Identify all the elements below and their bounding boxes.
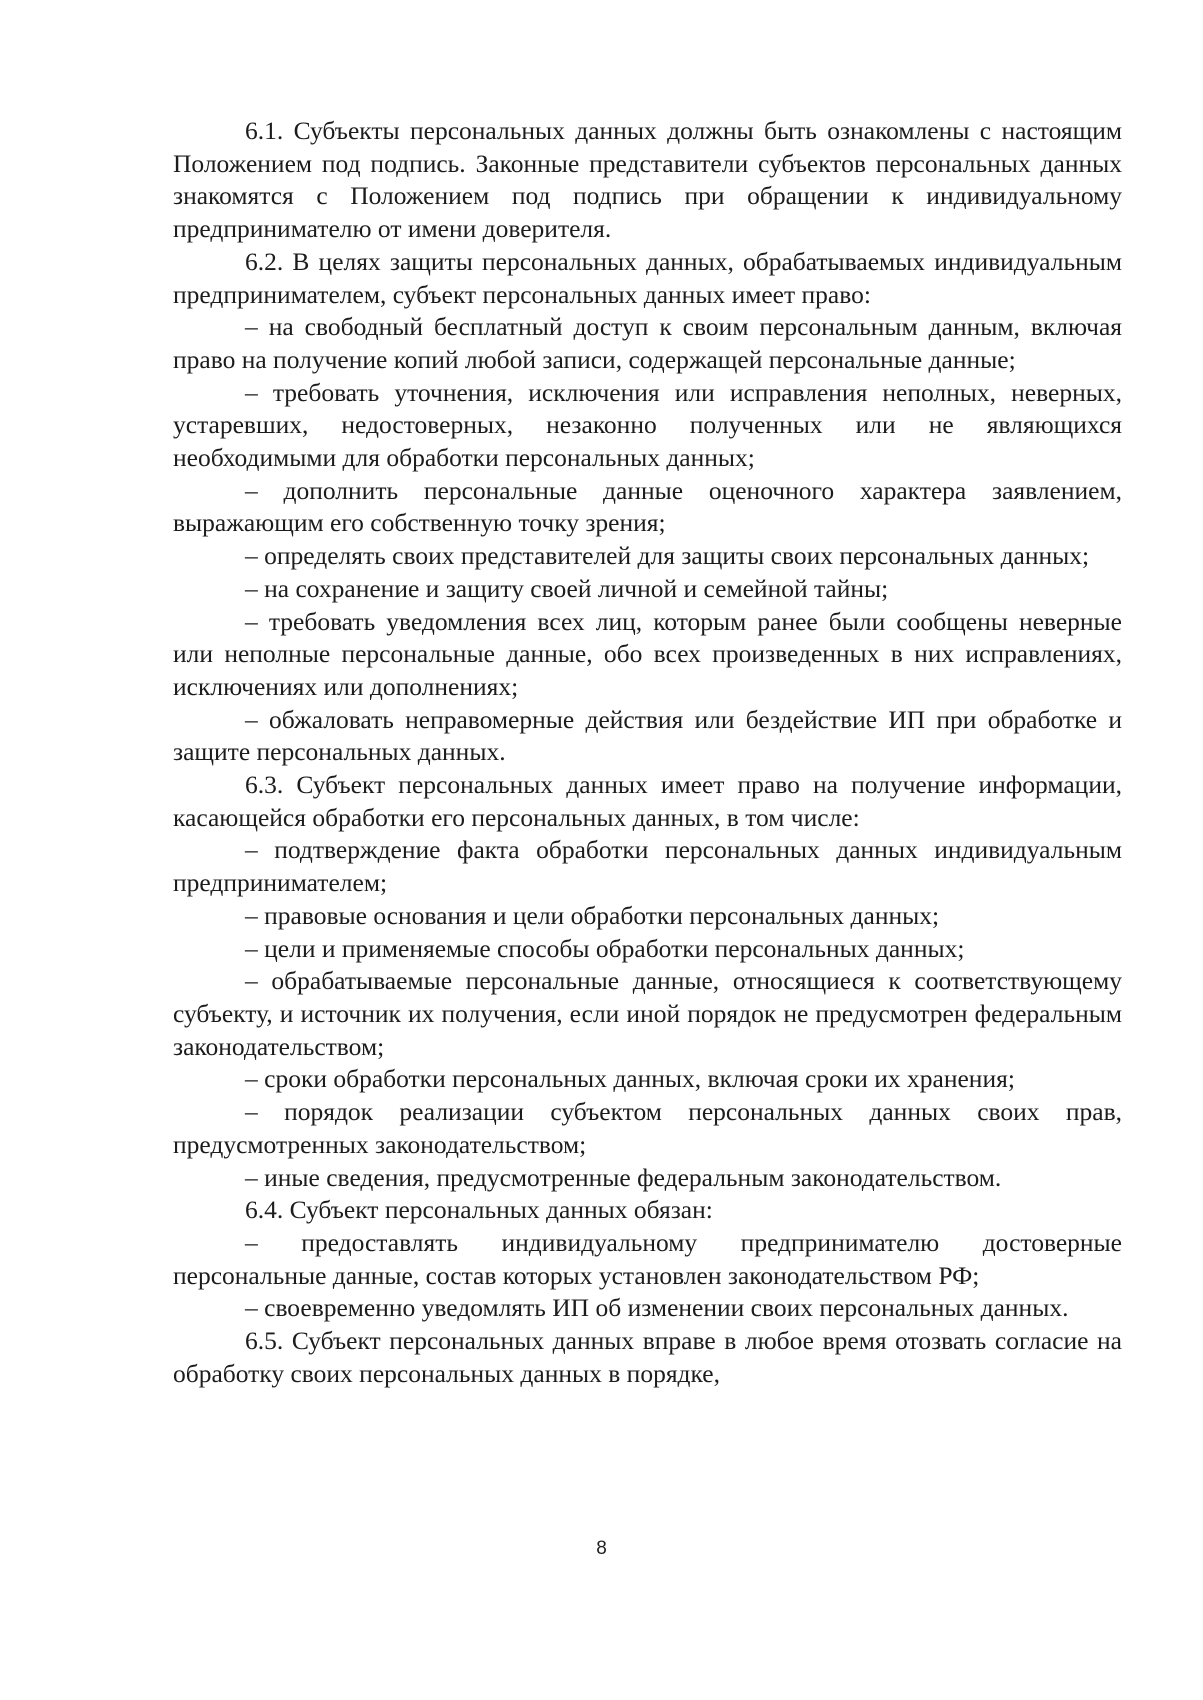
list-item: – порядок реализации субъектом персональных данных своих прав, предусмотренных законодательством; [173, 1097, 1122, 1159]
list-item: – сроки обработки персональных данных, включая сроки их хранения; [245, 1064, 1015, 1094]
paragraph-6-4: 6.4. Субъект персональных данных обязан: [245, 1195, 713, 1225]
list-item: – требовать уточнения, исключения или исправления неполных, неверных, устаревших, недостоверных, незаконно полученных или не являющихся необходимыми для обработки персональных данных; [173, 377, 1122, 473]
list-item: – предоставлять индивидуальному предпринимателю достоверные персональные данные, состав которых установлен законодательством РФ; [173, 1227, 1122, 1290]
list-item: – иные сведения, предусмотренные федеральным законодательством. [245, 1162, 1002, 1192]
list-item: – своевременно уведомлять ИП об изменении своих персональных данных. [245, 1293, 1069, 1323]
paragraph-6-2: 6.2. В целях защиты персональных данных, обрабатываемых индивидуальным предпринимателем, субъект персональных данных имеет право: [173, 246, 1122, 309]
list-item: – требовать уведомления всех лиц, которым ранее были сообщены неверные или неполные персональные данные, обо всех произведенных в них исправлениях, исключениях или дополнениях; [173, 606, 1122, 701]
list-item: – правовые основания и цели обработки персональных данных; [245, 900, 940, 930]
list-item: – на свободный бесплатный доступ к своим персональным данным, включая право на получение копий любой записи, содержащей персональные данные; [173, 312, 1122, 374]
document-body [173, 115, 1122, 1390]
list-item: – цели и применяемые способы обработки персональных данных; [245, 933, 965, 963]
paragraph-6-3: 6.3. Субъект персональных данных имеет право на получение информации, касающейся обработки его персональных данных, в том числе: [173, 770, 1122, 832]
list-item: – на сохранение и защиту своей личной и семейной тайны; [245, 573, 889, 603]
list-item: – определять своих представителей для защиты своих персональных данных; [245, 541, 1090, 571]
paragraph-6-5: 6.5. Субъект персональных данных вправе в любое время отозвать согласие на обработку своих персональных данных в порядке, [173, 1326, 1122, 1388]
page-number: 8 [596, 1538, 607, 1559]
list-item: – дополнить персональные данные оценочного характера заявлением, выражающим его собственную точку зрения; [173, 475, 1122, 538]
list-item: – подтверждение факта обработки персональных данных индивидуальным предпринимателем; [173, 835, 1122, 898]
list-item: – обрабатываемые персональные данные, относящиеся к соответствующему субъекту, и источник их получения, если иной порядок не предусмотрен федеральным законодательством; [173, 966, 1122, 1061]
list-item: – обжаловать неправомерные действия или бездействие ИП при обработке и защите персональных данных. [173, 704, 1122, 767]
paragraph-6-1: 6.1. Субъекты персональных данных должны быть ознакомлены с настоящим Положением под подпись. Законные представители субъектов персональных данных знакомятся с Положением под подпись при обращении к индивидуальному предпринимателю от имени доверителя. [173, 116, 1122, 244]
